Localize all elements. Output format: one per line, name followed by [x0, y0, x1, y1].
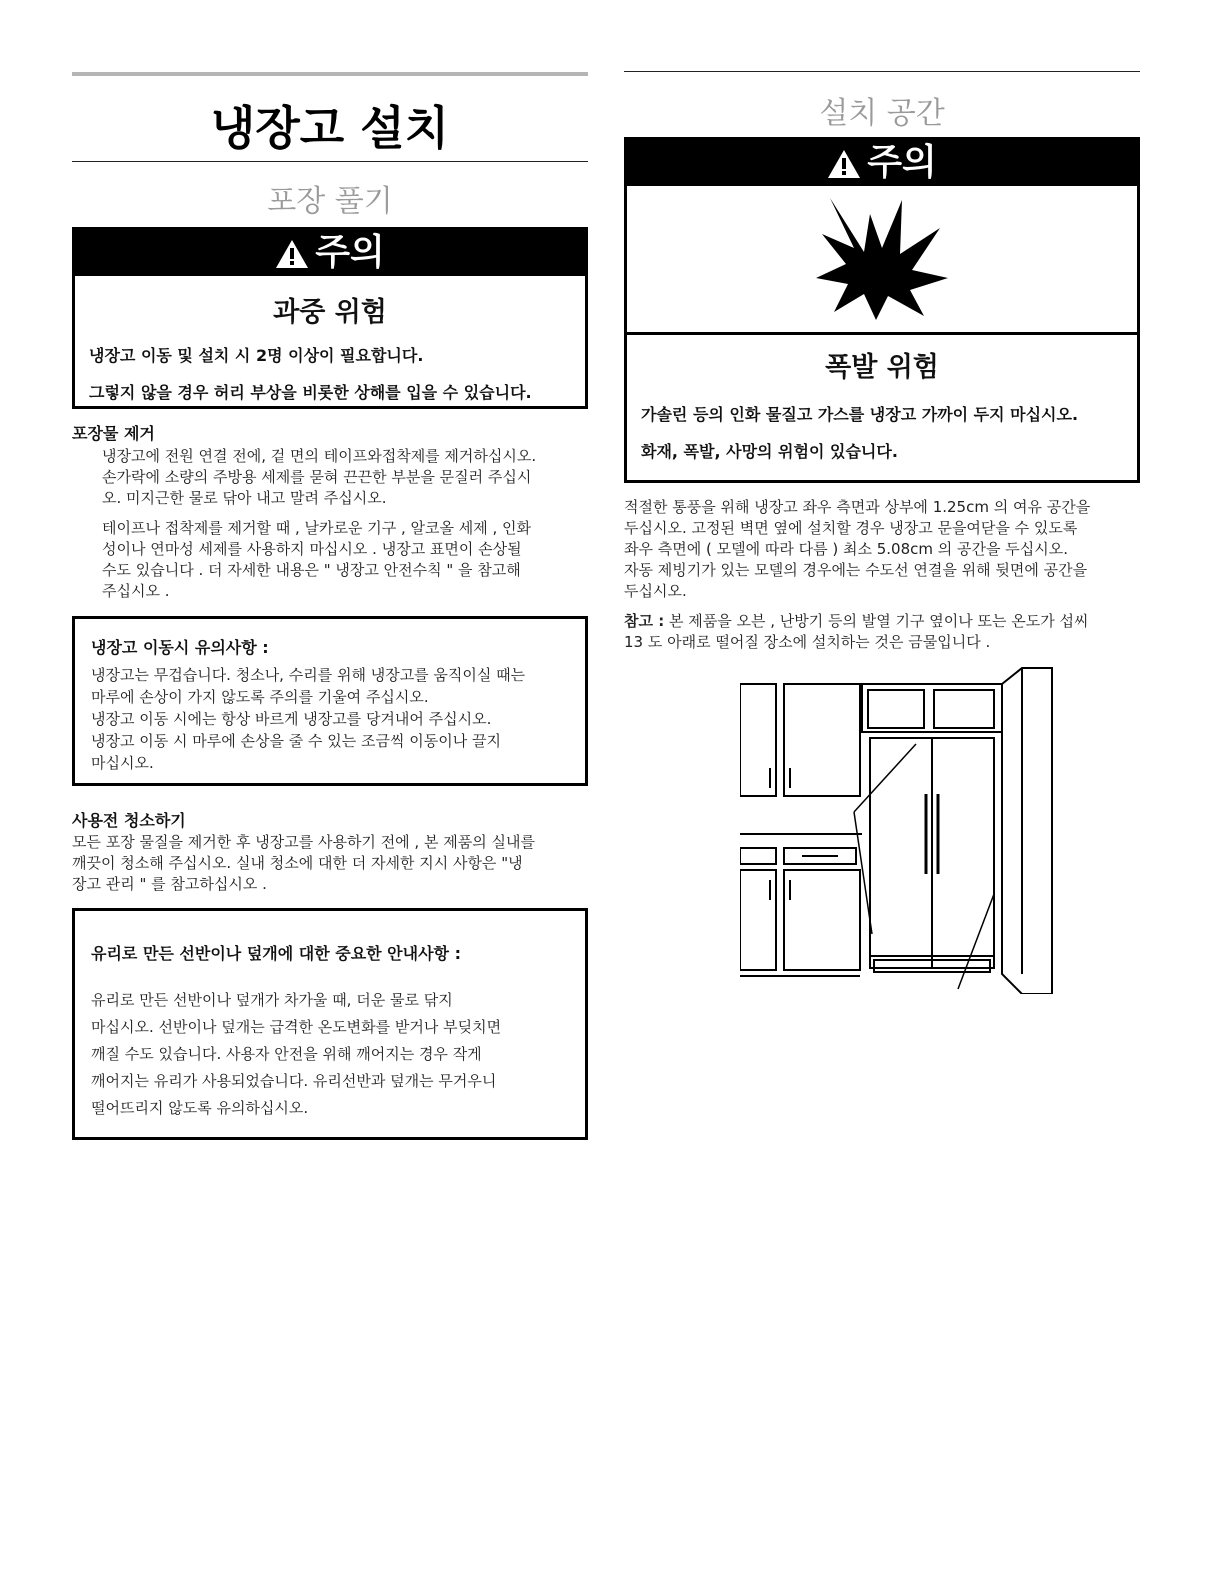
note-line: 깨질 수도 있습니다. 사용자 안전을 위해 깨어지는 경우 작게 [91, 1045, 482, 1063]
hazard-title: 과중 위험 [273, 297, 387, 328]
hazard-line: 냉장고 이동 및 설치 시 2명 이상이 필요합니다. [89, 346, 424, 365]
box-divider [627, 332, 1137, 335]
hazard-title: 폭발 위험 [825, 352, 939, 383]
note-line: 떨어뜨리지 않도록 유의하십시오. [91, 1099, 309, 1117]
text-line: 13 도 아래로 떨어질 장소에 설치하는 것은 금물입니다 . [624, 633, 991, 651]
note-paragraph [624, 611, 1088, 653]
hazard-line: 그렇지 않을 경우 허리 부상을 비롯한 상해를 입을 수 있습니다. [89, 383, 532, 402]
text-line: 장고 관리 " 를 참고하십시오 . [72, 875, 267, 893]
note-line: 마십시오. [91, 754, 154, 772]
glass-note-title: 유리로 만든 선반이나 덮개에 대한 중요한 안내사항 : [91, 944, 461, 963]
hazard-line: 화재, 폭발, 사망의 위험이 있습니다. [641, 442, 898, 461]
note-line: 깨어지는 유리가 사용되었습니다. 유리선반과 덮개는 무거우니 [91, 1072, 497, 1090]
note-text: 본 제품을 오븐 , 난방기 등의 발열 기구 옆이나 또는 온도가 섭씨 [664, 612, 1089, 630]
cleaning-heading: 사용전 청소하기 [72, 811, 186, 830]
text-line: 모든 포장 물질을 제거한 후 냉장고를 사용하기 전에 , 본 제품의 실내를 [72, 833, 535, 851]
section-title-location: 설치 공간 [819, 96, 945, 131]
top-rule [624, 71, 1140, 72]
space-paragraph [624, 497, 1090, 602]
moving-note-box [72, 616, 588, 786]
text-line [624, 611, 1088, 632]
caution-box-weight [72, 227, 588, 409]
warning-triangle-icon [275, 239, 309, 269]
glass-note-box [72, 908, 588, 1140]
text-line: 오. 미지근한 물로 닦아 내고 말려 주십시오. [102, 489, 387, 507]
note-label: 참고 : [624, 612, 665, 630]
moving-note-title: 냉장고 이동시 유의사항 : [91, 638, 269, 657]
caution-header [75, 230, 585, 276]
refrigerator-installation-illustration [740, 664, 1060, 994]
removal-heading: 포장물 제거 [72, 424, 155, 443]
text-line: 주십시오 . [102, 582, 170, 600]
section-title-unpacking: 포장 풀기 [267, 184, 393, 219]
warning-triangle-icon [827, 149, 861, 179]
caution-label: 주의 [867, 142, 937, 183]
explosion-graphic-area [627, 186, 1137, 332]
note-line: 냉장고는 무겁습니다. 청소나, 수리를 위해 냉장고를 움직이실 때는 [91, 666, 526, 684]
removal-paragraph-1 [102, 446, 536, 509]
text-line: 두십시오. 고정된 벽면 옆에 설치할 경우 냉장고 문을여닫을 수 있도록 [624, 519, 1078, 537]
caution-header [627, 140, 1137, 186]
text-line: 적절한 통풍을 위해 냉장고 좌우 측면과 상부에 1.25cm 의 여유 공간을 [624, 498, 1091, 516]
explosion-icon [812, 194, 952, 322]
top-rule [72, 72, 588, 76]
text-line: 성이나 연마성 세제를 사용하지 마십시오 . 냉장고 표면이 손상될 [102, 540, 522, 558]
text-line: 수도 있습니다 . 더 자세한 내용은 " 냉장고 안전수칙 " 을 참고해 [102, 561, 521, 579]
text-line: 두십시오. [624, 582, 687, 600]
text-line: 냉장고에 전원 연결 전에, 겉 면의 테이프와접착제를 제거하십시오. [102, 447, 537, 465]
text-line: 테이프나 접착제를 제거할 때 , 날카로운 기구 , 알코올 세제 , 인화 [102, 519, 532, 537]
hazard-line: 가솔린 등의 인화 물질고 가스를 냉장고 가까이 두지 마십시오. [641, 405, 1079, 424]
text-line: 깨끗이 청소해 주십시오. 실내 청소에 대한 더 자세한 지시 사항은 "냉 [72, 854, 523, 872]
title-rule [72, 161, 588, 162]
text-line: 손가락에 소량의 주방용 세제를 묻혀 끈끈한 부분을 문질러 주십시 [102, 468, 532, 486]
note-line: 냉장고 이동 시에는 항상 바르게 냉장고를 당겨내어 주십시오. [91, 710, 492, 728]
note-line: 유리로 만든 선반이나 덮개가 차가울 때, 더운 물로 닦지 [91, 991, 453, 1009]
removal-paragraph-2 [102, 518, 531, 602]
note-line: 마십시오. 선반이나 덮개는 급격한 온도변화를 받거나 부딪치면 [91, 1018, 502, 1036]
text-line: 자동 제빙기가 있는 모델의 경우에는 수도선 연결을 위해 뒷면에 공간을 [624, 561, 1088, 579]
note-line: 마루에 손상이 가지 않도록 주의를 기울여 주십시오. [91, 688, 429, 706]
text-line: 좌우 측면에 ( 모델에 따라 다름 ) 최소 5.08cm 의 공간을 두십시오. [624, 540, 1068, 558]
cleaning-paragraph [72, 832, 535, 895]
caution-label: 주의 [315, 232, 385, 273]
note-line: 냉장고 이동 시 마루에 손상을 줄 수 있는 조금씩 이동이나 끌지 [91, 732, 501, 750]
page-title: 냉장고 설치 [210, 101, 450, 155]
caution-box-explosion [624, 137, 1140, 483]
